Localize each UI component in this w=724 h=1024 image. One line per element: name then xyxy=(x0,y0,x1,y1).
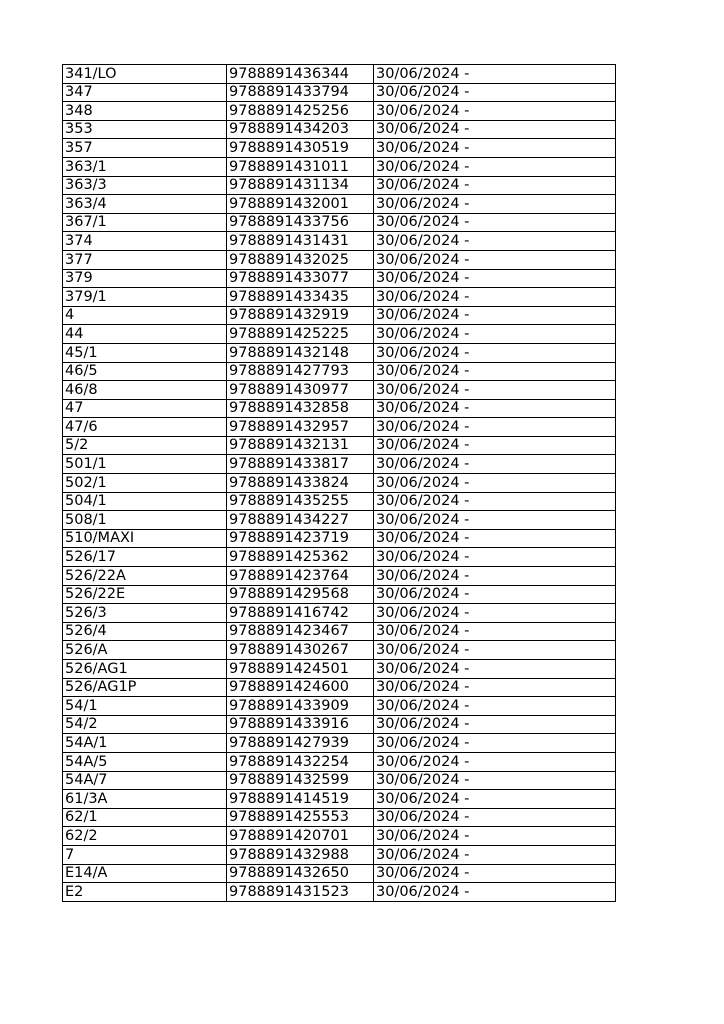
document-sheet xyxy=(62,64,615,902)
product-code-cell: 62/2 xyxy=(63,827,227,846)
table-row xyxy=(63,827,616,846)
isbn-cell: 9788891433435 xyxy=(227,288,374,307)
product-code-cell: 54A/1 xyxy=(63,734,227,753)
date-cell: 30/06/2024 - xyxy=(374,827,616,846)
product-code-cell: 502/1 xyxy=(63,474,227,493)
product-code-cell: 526/22E xyxy=(63,585,227,604)
isbn-cell: 9788891430977 xyxy=(227,381,374,400)
product-code-cell: 526/3 xyxy=(63,604,227,623)
table-row xyxy=(63,195,616,214)
product-code-cell: 5/2 xyxy=(63,436,227,455)
date-cell: 30/06/2024 - xyxy=(374,139,616,158)
date-cell: 30/06/2024 - xyxy=(374,845,616,864)
isbn-cell: 9788891424501 xyxy=(227,660,374,679)
product-code-cell: 7 xyxy=(63,845,227,864)
table-row xyxy=(63,604,616,623)
date-cell: 30/06/2024 - xyxy=(374,641,616,660)
product-code-cell: 508/1 xyxy=(63,511,227,530)
isbn-cell: 9788891432858 xyxy=(227,399,374,418)
table-row xyxy=(63,660,616,679)
isbn-cell: 9788891431134 xyxy=(227,176,374,195)
date-cell: 30/06/2024 - xyxy=(374,343,616,362)
table-row xyxy=(63,325,616,344)
isbn-cell: 9788891432599 xyxy=(227,771,374,790)
product-code-cell: 353 xyxy=(63,120,227,139)
product-code-cell: 45/1 xyxy=(63,343,227,362)
product-code-cell: 47/6 xyxy=(63,418,227,437)
table-row xyxy=(63,213,616,232)
table-row xyxy=(63,418,616,437)
product-code-cell: 341/LO xyxy=(63,65,227,84)
table-row xyxy=(63,883,616,902)
table-row xyxy=(63,269,616,288)
date-cell: 30/06/2024 - xyxy=(374,306,616,325)
date-cell: 30/06/2024 - xyxy=(374,83,616,102)
date-cell: 30/06/2024 - xyxy=(374,102,616,121)
product-code-cell: 363/1 xyxy=(63,157,227,176)
date-cell: 30/06/2024 - xyxy=(374,548,616,567)
isbn-cell: 9788891431431 xyxy=(227,232,374,251)
isbn-cell: 9788891425225 xyxy=(227,325,374,344)
table-row xyxy=(63,288,616,307)
product-code-cell: 374 xyxy=(63,232,227,251)
product-code-cell: 510/MAXI xyxy=(63,529,227,548)
product-code-cell: E14/A xyxy=(63,864,227,883)
isbn-cell: 9788891433817 xyxy=(227,455,374,474)
product-code-cell: 526/17 xyxy=(63,548,227,567)
table-row xyxy=(63,734,616,753)
product-table-body xyxy=(63,65,616,902)
isbn-cell: 9788891432131 xyxy=(227,436,374,455)
product-code-cell: 526/4 xyxy=(63,622,227,641)
product-code-cell: 526/A xyxy=(63,641,227,660)
table-row xyxy=(63,474,616,493)
date-cell: 30/06/2024 - xyxy=(374,120,616,139)
product-code-cell: 54/1 xyxy=(63,697,227,716)
date-cell: 30/06/2024 - xyxy=(374,381,616,400)
isbn-cell: 9788891420701 xyxy=(227,827,374,846)
table-row xyxy=(63,864,616,883)
table-row xyxy=(63,455,616,474)
isbn-cell: 9788891427939 xyxy=(227,734,374,753)
isbn-cell: 9788891416742 xyxy=(227,604,374,623)
product-code-cell: 46/5 xyxy=(63,362,227,381)
isbn-cell: 9788891433077 xyxy=(227,269,374,288)
product-code-cell: 348 xyxy=(63,102,227,121)
table-row xyxy=(63,808,616,827)
isbn-cell: 9788891423719 xyxy=(227,529,374,548)
date-cell: 30/06/2024 - xyxy=(374,399,616,418)
table-row xyxy=(63,567,616,586)
table-row xyxy=(63,120,616,139)
table-row xyxy=(63,771,616,790)
isbn-cell: 9788891432650 xyxy=(227,864,374,883)
product-code-cell: 367/1 xyxy=(63,213,227,232)
product-code-cell: 54A/7 xyxy=(63,771,227,790)
isbn-cell: 9788891431011 xyxy=(227,157,374,176)
date-cell: 30/06/2024 - xyxy=(374,195,616,214)
isbn-cell: 9788891434203 xyxy=(227,120,374,139)
date-cell: 30/06/2024 - xyxy=(374,436,616,455)
date-cell: 30/06/2024 - xyxy=(374,474,616,493)
date-cell: 30/06/2024 - xyxy=(374,269,616,288)
isbn-cell: 9788891433756 xyxy=(227,213,374,232)
date-cell: 30/06/2024 - xyxy=(374,715,616,734)
date-cell: 30/06/2024 - xyxy=(374,213,616,232)
table-row xyxy=(63,139,616,158)
product-code-cell: 47 xyxy=(63,399,227,418)
date-cell: 30/06/2024 - xyxy=(374,511,616,530)
table-row xyxy=(63,529,616,548)
isbn-cell: 9788891432957 xyxy=(227,418,374,437)
date-cell: 30/06/2024 - xyxy=(374,325,616,344)
isbn-cell: 9788891432988 xyxy=(227,845,374,864)
table-row xyxy=(63,83,616,102)
table-row xyxy=(63,232,616,251)
table-row xyxy=(63,492,616,511)
date-cell: 30/06/2024 - xyxy=(374,622,616,641)
isbn-cell: 9788891433916 xyxy=(227,715,374,734)
isbn-cell: 9788891430267 xyxy=(227,641,374,660)
date-cell: 30/06/2024 - xyxy=(374,65,616,84)
isbn-cell: 9788891433824 xyxy=(227,474,374,493)
table-row xyxy=(63,697,616,716)
product-code-cell: 54A/5 xyxy=(63,752,227,771)
product-code-cell: 44 xyxy=(63,325,227,344)
product-code-cell: 61/3A xyxy=(63,790,227,809)
date-cell: 30/06/2024 - xyxy=(374,492,616,511)
date-cell: 30/06/2024 - xyxy=(374,567,616,586)
product-code-cell: 363/3 xyxy=(63,176,227,195)
isbn-cell: 9788891433794 xyxy=(227,83,374,102)
isbn-cell: 9788891432001 xyxy=(227,195,374,214)
date-cell: 30/06/2024 - xyxy=(374,288,616,307)
table-row xyxy=(63,362,616,381)
isbn-cell: 9788891430519 xyxy=(227,139,374,158)
product-code-cell: 379 xyxy=(63,269,227,288)
product-code-cell: 377 xyxy=(63,250,227,269)
date-cell: 30/06/2024 - xyxy=(374,529,616,548)
date-cell: 30/06/2024 - xyxy=(374,697,616,716)
table-row xyxy=(63,641,616,660)
isbn-cell: 9788891423467 xyxy=(227,622,374,641)
product-code-cell: 526/22A xyxy=(63,567,227,586)
isbn-cell: 9788891425362 xyxy=(227,548,374,567)
date-cell: 30/06/2024 - xyxy=(374,734,616,753)
isbn-cell: 9788891434227 xyxy=(227,511,374,530)
product-code-cell: 46/8 xyxy=(63,381,227,400)
date-cell: 30/06/2024 - xyxy=(374,176,616,195)
table-row xyxy=(63,585,616,604)
isbn-cell: 9788891432919 xyxy=(227,306,374,325)
date-cell: 30/06/2024 - xyxy=(374,232,616,251)
date-cell: 30/06/2024 - xyxy=(374,660,616,679)
product-code-cell: 363/4 xyxy=(63,195,227,214)
date-cell: 30/06/2024 - xyxy=(374,157,616,176)
date-cell: 30/06/2024 - xyxy=(374,864,616,883)
date-cell: 30/06/2024 - xyxy=(374,362,616,381)
product-code-cell: 526/AG1 xyxy=(63,660,227,679)
isbn-cell: 9788891435255 xyxy=(227,492,374,511)
isbn-cell: 9788891414519 xyxy=(227,790,374,809)
product-code-cell: 504/1 xyxy=(63,492,227,511)
table-row xyxy=(63,306,616,325)
isbn-cell: 9788891432025 xyxy=(227,250,374,269)
isbn-cell: 9788891436344 xyxy=(227,65,374,84)
product-code-cell: 379/1 xyxy=(63,288,227,307)
table-row xyxy=(63,511,616,530)
isbn-cell: 9788891425256 xyxy=(227,102,374,121)
table-row xyxy=(63,343,616,362)
date-cell: 30/06/2024 - xyxy=(374,752,616,771)
product-code-cell: 501/1 xyxy=(63,455,227,474)
isbn-cell: 9788891433909 xyxy=(227,697,374,716)
isbn-cell: 9788891425553 xyxy=(227,808,374,827)
table-row xyxy=(63,548,616,567)
date-cell: 30/06/2024 - xyxy=(374,883,616,902)
date-cell: 30/06/2024 - xyxy=(374,455,616,474)
isbn-cell: 9788891431523 xyxy=(227,883,374,902)
product-code-cell: 347 xyxy=(63,83,227,102)
table-row xyxy=(63,845,616,864)
table-row xyxy=(63,436,616,455)
isbn-cell: 9788891429568 xyxy=(227,585,374,604)
product-code-cell: E2 xyxy=(63,883,227,902)
isbn-cell: 9788891423764 xyxy=(227,567,374,586)
table-row xyxy=(63,678,616,697)
isbn-cell: 9788891424600 xyxy=(227,678,374,697)
table-row xyxy=(63,399,616,418)
date-cell: 30/06/2024 - xyxy=(374,808,616,827)
date-cell: 30/06/2024 - xyxy=(374,604,616,623)
table-row xyxy=(63,176,616,195)
table-row xyxy=(63,715,616,734)
product-table xyxy=(62,64,616,902)
table-row xyxy=(63,752,616,771)
date-cell: 30/06/2024 - xyxy=(374,771,616,790)
product-code-cell: 54/2 xyxy=(63,715,227,734)
table-row xyxy=(63,157,616,176)
product-code-cell: 62/1 xyxy=(63,808,227,827)
table-row xyxy=(63,790,616,809)
table-row xyxy=(63,622,616,641)
date-cell: 30/06/2024 - xyxy=(374,790,616,809)
date-cell: 30/06/2024 - xyxy=(374,678,616,697)
product-code-cell: 357 xyxy=(63,139,227,158)
date-cell: 30/06/2024 - xyxy=(374,585,616,604)
product-code-cell: 526/AG1P xyxy=(63,678,227,697)
table-row xyxy=(63,250,616,269)
table-row xyxy=(63,65,616,84)
isbn-cell: 9788891432148 xyxy=(227,343,374,362)
table-row xyxy=(63,102,616,121)
isbn-cell: 9788891427793 xyxy=(227,362,374,381)
table-row xyxy=(63,381,616,400)
date-cell: 30/06/2024 - xyxy=(374,418,616,437)
product-code-cell: 4 xyxy=(63,306,227,325)
date-cell: 30/06/2024 - xyxy=(374,250,616,269)
isbn-cell: 9788891432254 xyxy=(227,752,374,771)
